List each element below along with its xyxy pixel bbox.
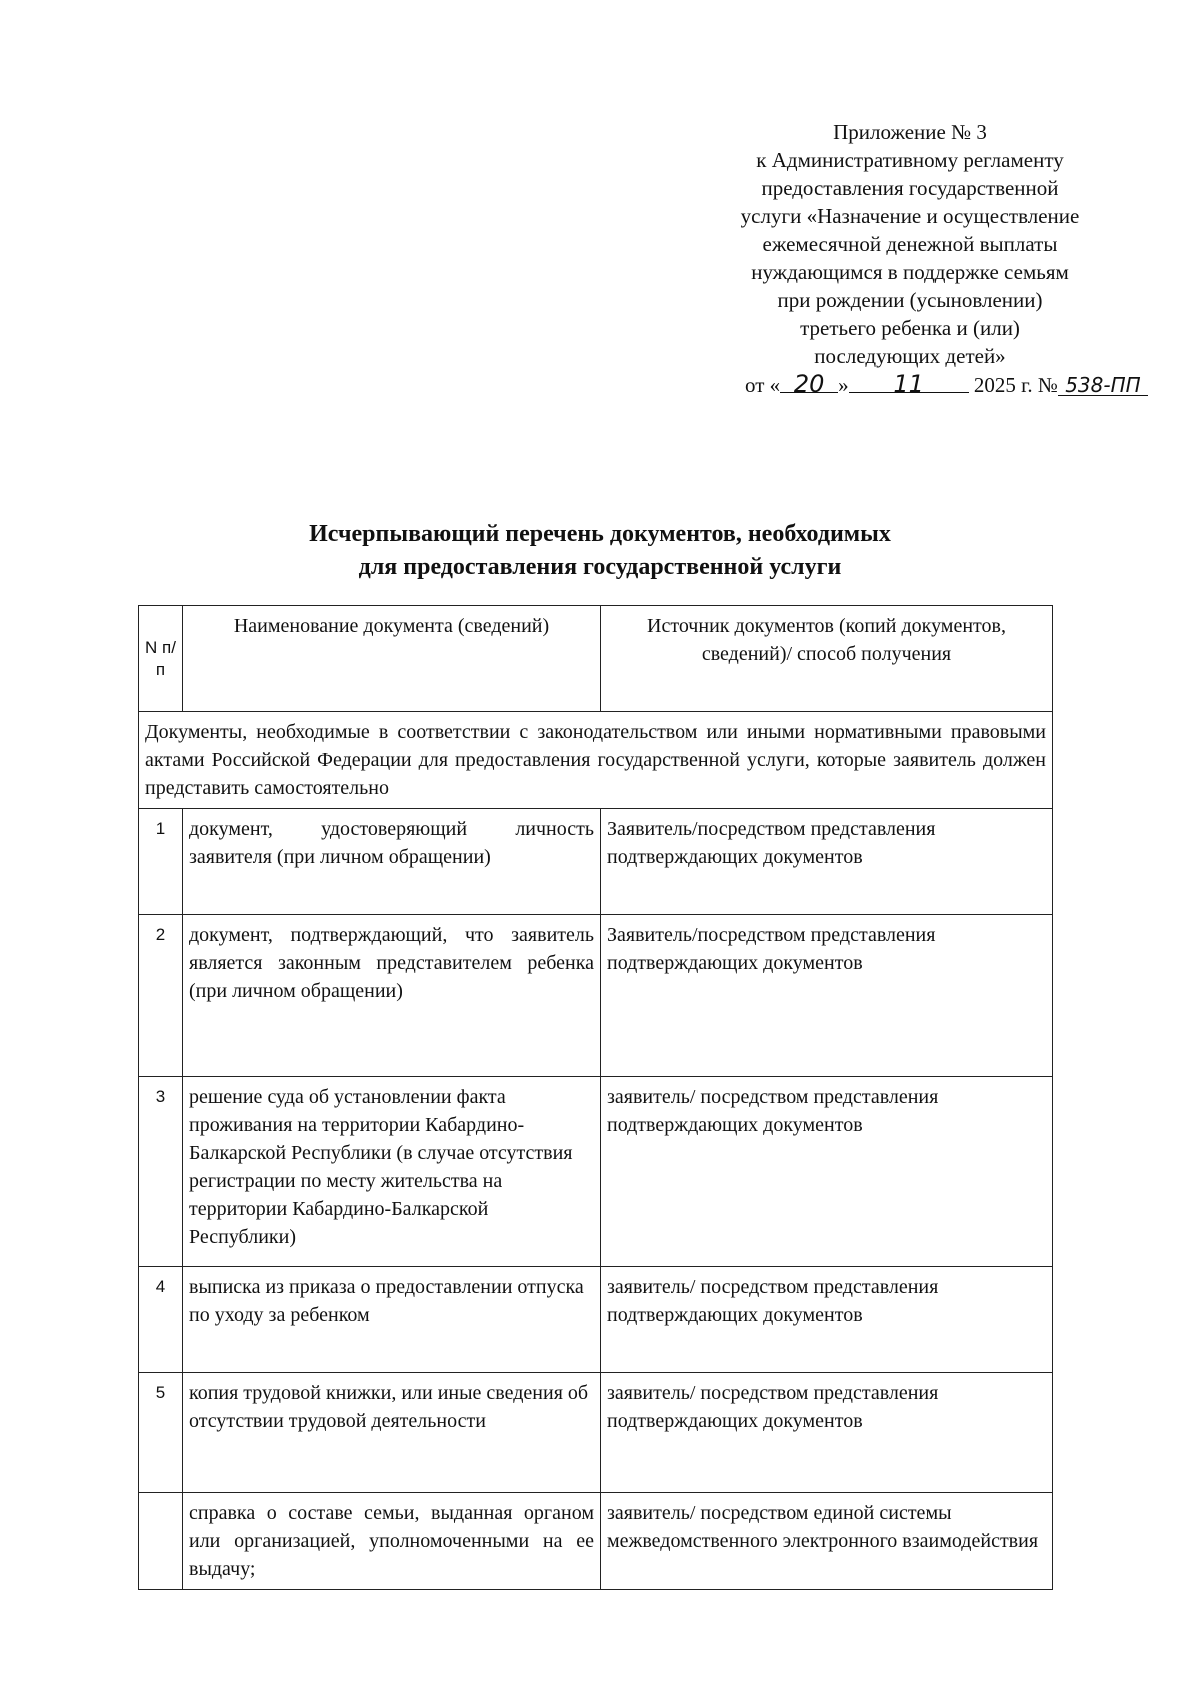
row-document-name: выписка из приказа о предоставлении отпуска по уходу за ребенком — [183, 1267, 601, 1373]
header-source: Источник документов (копий документов, сведений)/ способ получения — [601, 606, 1053, 712]
row-number: 4 — [139, 1267, 183, 1373]
row-document-name: документ, удостоверяющий личность заявителя (при личном обращении) — [183, 809, 601, 915]
row-document-name: документ, подтверждающий, что заявитель является законным представителем ребенка (при личном обращении) — [183, 915, 601, 1077]
row-document-name: справка о составе семьи, выданная органом или организацией, уполномоченными на ее выдачу; — [183, 1493, 601, 1590]
row-source: Заявитель/посредством представления подтверждающих документов — [601, 915, 1053, 1077]
section-row — [139, 712, 1053, 809]
appendix-line: нуждающимся в поддержке семьям — [751, 260, 1069, 284]
handwritten-day: 20 — [793, 370, 825, 398]
row-source: заявитель/ посредством представления подтверждающих документов — [601, 1077, 1053, 1267]
handwritten-month: 11 — [893, 370, 924, 398]
appendix-line: предоставления государственной — [761, 176, 1059, 200]
row-number — [139, 1493, 183, 1590]
appendix-line: третьего ребенка и (или) — [800, 316, 1020, 340]
row-number: 5 — [139, 1373, 183, 1493]
table-row — [139, 809, 1053, 915]
table-row — [139, 1493, 1053, 1590]
handwritten-number: 538-ПП — [1065, 373, 1141, 397]
section-heading: Документы, необходимые в соответствии с законодательством или иными нормативными правовыми актами Российской Федерации для предоставления государственной услуги, которые заявитель должен представить самостоятельно — [139, 712, 1053, 809]
appendix-header — [700, 118, 1120, 370]
row-source: заявитель/ посредством представления подтверждающих документов — [601, 1267, 1053, 1373]
row-document-name: решение суда об установлении факта проживания на территории Кабардино-Балкарской Республики (в случае отсутствия регистрации по месту жительства на территории Кабардино-Балкарской Республики) — [183, 1077, 601, 1267]
header-number: N п/п — [139, 606, 183, 712]
table-row — [139, 1373, 1053, 1493]
title-line-1: Исчерпывающий перечень документов, необходимых — [309, 521, 891, 547]
row-document-name: копия трудовой книжки, или иные сведения об отсутствии трудовой деятельности — [183, 1373, 601, 1493]
table-row — [139, 1077, 1053, 1267]
row-number: 3 — [139, 1077, 183, 1267]
row-source: Заявитель/посредством представления подтверждающих документов — [601, 809, 1053, 915]
row-source: заявитель/ посредством единой системы межведомственного электронного взаимодействия — [601, 1493, 1053, 1590]
date-year: 2025 г. № — [973, 373, 1058, 397]
date-prefix: от « — [745, 373, 781, 397]
header-document-name: Наименование документа (сведений) — [183, 606, 601, 712]
appendix-line: услуги «Назначение и осуществление — [740, 204, 1080, 228]
table-header-row — [139, 606, 1053, 712]
appendix-line: к Административному регламенту — [756, 148, 1064, 172]
appendix-line: при рождении (усыновлении) — [777, 288, 1043, 312]
row-number: 2 — [139, 915, 183, 1077]
table-row — [139, 1267, 1053, 1373]
appendix-date-line — [745, 370, 1200, 398]
document-title — [0, 518, 1200, 584]
date-day-close: » — [838, 373, 849, 397]
documents-table — [138, 605, 1053, 1590]
appendix-line: ежемесячной денежной выплаты — [762, 232, 1058, 256]
title-line-2: для предоставления государственной услуги — [358, 554, 842, 580]
appendix-line: Приложение № 3 — [833, 120, 987, 144]
appendix-line: последующих детей» — [814, 344, 1006, 368]
table-row — [139, 915, 1053, 1077]
row-source: заявитель/ посредством представления подтверждающих документов — [601, 1373, 1053, 1493]
row-number: 1 — [139, 809, 183, 915]
